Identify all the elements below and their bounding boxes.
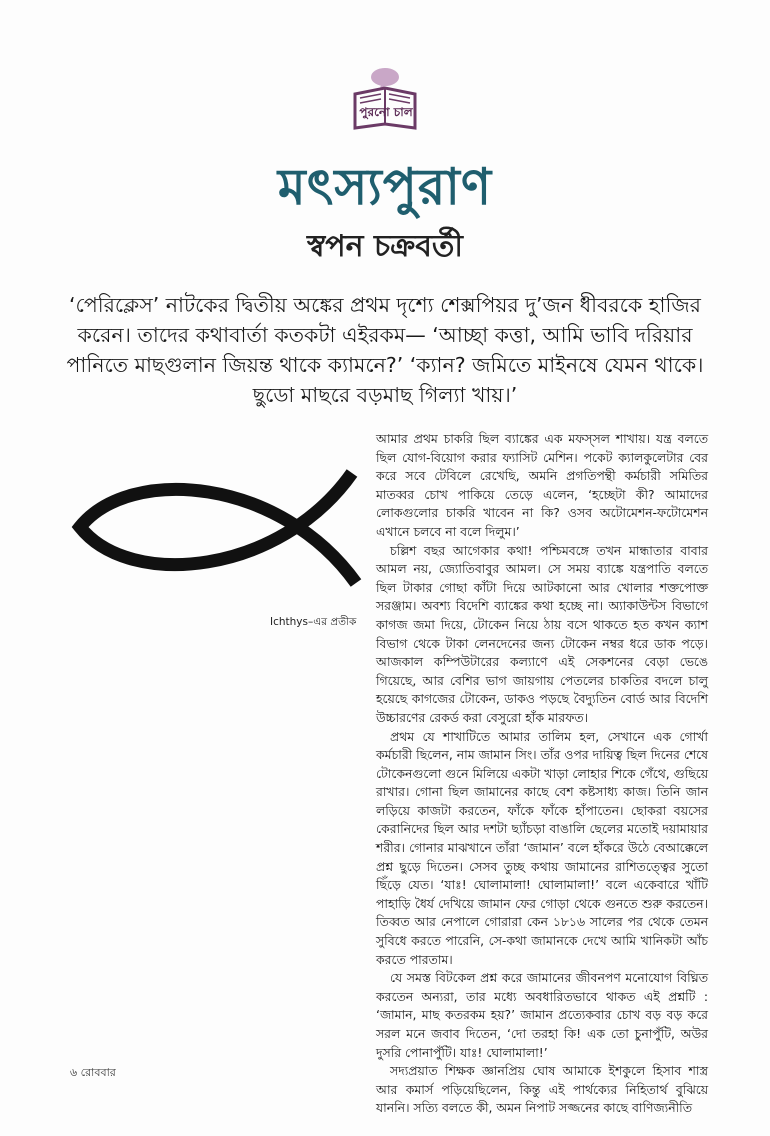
body-paragraph: চল্লিশ বছর আগেকার কথা! পশ্চিমবঙ্গে তখন মান্ধাতার বাবার আমল নয়, জ্যোতিবাবুর আমল। সে সময় ব্যাঙ্কে যন্ত্রপাতি বলতে ছিল টাকার গোছা কাঁটা দিয়ে আটকানো আর খোলার শক্তপোক্ত সরঞ্জাম। অবশ্য বিদেশি ব্যাঙ্কের কথা হচ্ছে না। অ্যাকাউন্টস বিভাগে কাগজ জমা দিয়ে, টোকেন নিয়ে ঠায় বসে থাকতে হত কখন ক্যাশ বিভাগ থেকে টাকা লেনদেনের জন্য টোকেন নম্বর ধরে ডাক পড়ে। আজকাল কম্পিউটারের কল্যাণে এই সেকশনের বেড়া ভেঙে গিয়েছে, আর বেশির ভাগ জায়গায় পেতলের চাকতির বদলে চালু হয়েছে কাগজের টোকেন, ডাকও পড়ছে বৈদ্যুতিন বোর্ড আর বিদেশি উচ্চারণের রেকর্ড করা বেসুরো হাঁক মারফত।	[376, 542, 708, 725]
body-paragraph: প্রথম যে শাখাটিতে আমার তালিম হল, সেখানে এক গোর্খা কর্মচারী ছিলেন, নাম জামান সিং। তাঁর ওপর দায়িত্ব ছিল দিনের শেষে টোকেনগুলো গুনে মিলিয়ে একটা খাড়া লোহার শিকে গেঁথে, গুছিয়ে রাখার। গোনা ছিল জামানের কাছে বেশ কষ্টসাধ্য কাজ। তিনি জান লড়িয়ে কাজটা করতেন, ফাঁকে ফাঁকে হাঁপাতেন। ছোকরা বয়সের কেরানিদের ছিল আর দশটা ছ্যাঁচড়া বাঙালি ছেলের মতোই দয়ামায়ার শরীর। গোনার মাঝখানে তাঁরা ‘জামান’ বলে হাঁকরে উঠে বেআক্কেলে প্রশ্ন ছুড়ে দিতেন। সেসব তুচ্ছ কথায় জামানের রাশিতত্ত্বের সুতো ছিঁড়ে যেত। ‘যাঃ! ঘোলামালা! ঘোলামালা!’ বলে একেবারে খাঁটি পাহাড়ি ধৈর্য দেখিয়ে জামান ফের গোড়া থেকে গুনতে শুরু করতেন। তিব্বত আর নেপালে গোরারা কেন ১৮১৬ সালের পর থেকে তেমন সুবিধে করতে পারেনি, সে-কথা জামানকে দেখে আমি খানিকটা আঁচ করতে পারতাম।	[376, 728, 708, 967]
intro-paragraph: ‘পেরিক্লেস’ নাটকের দ্বিতীয় অঙ্কের প্রথম দৃশ্যে শেক্সপিয়র দু’জন ধীবরকে হাজির করেন। তাদের কথাবার্তা কতকটা এইরকম— ‘আচ্ছা কত্তা, আমি ভাবি দরিয়ার পানিতে মাছগুলান জিয়ন্ত থাকে ক্যামনে?’ ‘ক্যান? জমিতে মাইনষে যেমন থাকে। ছুডো মাছরে বড়মাছ গিল্যা খায়।’	[66, 293, 704, 407]
page-folio: ৬ রোববার	[70, 1066, 116, 1079]
article-body	[376, 430, 708, 1118]
image-caption: Ichthys–এর প্রতীক	[270, 616, 357, 628]
body-paragraph: যে সমস্ত বিটকেল প্রশ্ন করে জামানের জীবনপণ মনোযোগ বিঘ্নিত করতেন অন্যরা, তার মধ্যে অবধারিতভাবে থাকত এই প্রশ্নটি : ‘জামান, মাছ কতরকম হয়?’ জামান প্রত্যেকবার চোখ বড় বড় করে সরল মনে জবাব দিতেন, ‘দো তরহা কি! এক তো চুনাপুঁটি, অউর দুসরি পোনাপুঁটি। যাঃ! ঘোলামালা!’	[376, 970, 708, 1060]
section-label: পুরনো চাল	[359, 105, 413, 119]
body-paragraph: সদ্যপ্রয়াত শিক্ষক জ্ঞানপ্রিয় ঘোষ আমাকে ইশকুলে হিসাব শাস্ত্র আর কমার্স পড়িয়েছিলেন, কিন্তু এই পার্থক্যের নিহিতার্থ বুঝিয়ে যাননি। সত্যি বলতে কী, অমন নিপাট সজ্জনের কাছে বাণিজ্যনীতি	[376, 1063, 708, 1116]
ichthys-fish-icon	[70, 455, 370, 605]
body-paragraph: আমার প্রথম চাকরি ছিল ব্যাঙ্কের এক মফস্সল শাখায়। যন্ত্র বলতে ছিল যোগ-বিয়োগ করার ফ্যাসিট মেশিন। পকেট ক্যালকুলেটার বের করে সবে টেবিলে রেখেছি, অমনি প্রগতিপন্থী কর্মচারী সমিতির মাতব্বর চোখ পাকিয়ে তেড়ে এলেন, ‘হচ্ছেটা কী? আমাদের লোকগুলোর চাকরি খাবেন না কি? ওসব অটোমেশন-ফটোমেশন এখানে চলবে না বলে দিলুম।’	[376, 431, 708, 539]
author-name: স্বপন চক্রবর্তী	[306, 229, 464, 264]
article-title: মৎস্যপুরাণ	[277, 158, 493, 216]
